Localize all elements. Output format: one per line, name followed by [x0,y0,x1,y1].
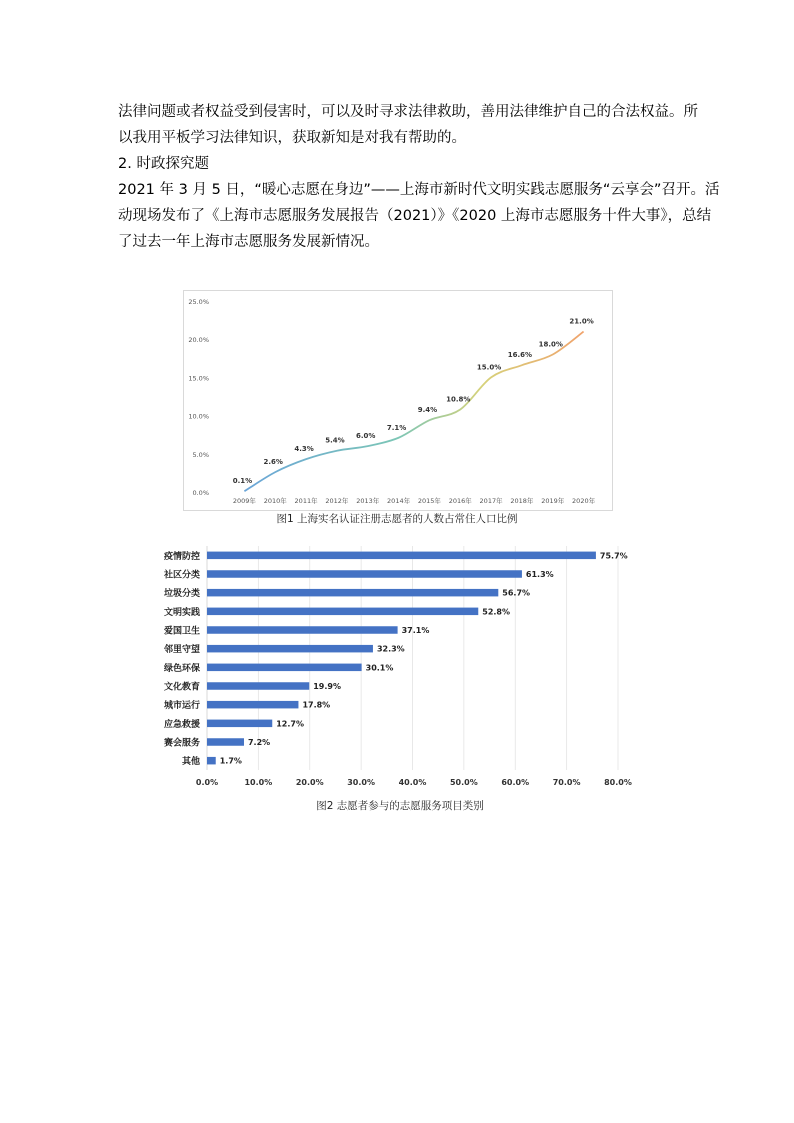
x-tick-label: 80.0% [604,778,632,787]
category-label: 文明实践 [163,607,200,618]
data-label: 5.4% [325,436,345,445]
x-tick-label: 2015年 [417,497,441,505]
data-label: 61.3% [525,570,554,579]
bar [207,589,498,597]
data-label: 2.6% [263,458,283,467]
paragraph-line: 法律问题或者权益受到侵害时，可以及时寻求法律救助，善用法律维护自己的合法权益。所 [118,104,698,120]
x-tick-label: 2012年 [325,497,349,505]
bar [207,738,244,746]
data-label: 32.3% [376,644,405,654]
y-tick-label: 20.0% [188,336,209,345]
x-tick-label: 0.0% [195,778,219,787]
y-tick-label: 5.0% [192,450,209,459]
category-label: 应急救援 [163,719,200,730]
x-tick-label: 2016年 [448,497,472,505]
x-tick-label: 50.0% [449,778,478,787]
y-tick-label: 15.0% [188,374,209,383]
x-tick-label: 2011年 [294,497,318,505]
category-label: 邻里守望 [163,645,200,656]
data-label: 7.2% [247,738,271,747]
bar [207,608,478,616]
bar [207,552,596,560]
data-label: 7.1% [386,423,407,432]
section-heading: 2. 时政探究题 [118,156,209,172]
category-label: 城市运行 [163,701,200,712]
category-label: 垃圾分类 [163,589,200,600]
data-label: 17.8% [302,700,331,710]
data-label: 21.0% [569,317,594,326]
figure1-caption: 图1 上海实名认证注册志愿者的人数占常住人口比例 [276,513,518,525]
x-tick-label: 2010年 [263,497,287,505]
x-tick-label: 60.0% [501,778,530,787]
paragraph-line: 以我用平板学习法律知识，获取新知是对我有帮助的。 [118,130,466,146]
intro-paragraph [118,99,720,255]
bar [207,645,373,653]
x-tick-label: 2019年 [541,497,565,505]
data-label: 18.0% [538,340,563,349]
bar [207,757,216,765]
x-tick-label: 2014年 [387,497,411,505]
data-label: 12.7% [276,719,305,729]
category-label: 爱国卫生 [163,626,200,637]
data-label: 30.1% [365,663,394,673]
figure1-chart-frame [183,290,613,511]
data-label: 19.9% [313,682,342,691]
x-tick-label: 2017年 [479,497,503,505]
bar [207,701,298,709]
data-label: 9.4% [417,406,438,415]
category-label: 文化教育 [163,682,200,693]
x-tick-label: 2018年 [510,497,534,505]
x-tick-label: 2020年 [572,497,596,505]
data-label: 56.7% [502,588,531,598]
x-tick-label: 2009年 [232,497,256,505]
category-label: 绿色环保 [163,663,200,674]
bar-chart [160,542,640,794]
x-tick-label: 2013年 [356,497,380,505]
data-label: 1.7% [219,756,242,766]
series-line [244,332,583,492]
data-label: 6.0% [356,432,376,441]
category-label: 社区分类 [163,570,200,581]
x-tick-label: 10.0% [244,778,273,787]
paragraph-line: 动现场发布了《上海市志愿服务发展报告（2021）》《2020 上海市志愿服务十件大事》，总结 [118,208,712,224]
data-label: 75.7% [599,551,628,561]
paragraph-line: 了过去一年上海市志愿服务发展新情况。 [118,234,379,250]
data-label: 37.1% [401,626,430,635]
x-tick-label: 30.0% [347,778,376,787]
category-label: 赛会服务 [163,738,200,749]
bar [207,720,272,728]
data-label: 4.3% [294,445,314,454]
data-label: 52.8% [482,607,511,617]
data-label: 16.6% [507,351,533,360]
paragraph-line: 2021 年 3 月 5 日，“暖心志愿在身边”——上海市新时代文明实践志愿服务“云享会”召开。活 [118,182,720,198]
x-tick-label: 20.0% [295,778,324,787]
line-chart [184,291,612,510]
data-label: 10.8% [446,395,471,404]
y-tick-label: 0.0% [192,489,209,497]
category-label: 疫情防控 [163,551,200,562]
y-tick-label: 10.0% [188,412,209,421]
bar [207,682,309,690]
bar [207,664,362,672]
x-tick-label: 40.0% [398,778,427,787]
bar [207,626,398,634]
data-label: 15.0% [476,363,502,372]
y-tick-label: 25.0% [188,298,209,306]
figure2-chart-frame [160,542,640,794]
bar [207,570,522,578]
figure2-caption: 图2 志愿者参与的志愿服务项目类别 [316,800,484,812]
category-label: 其他 [181,757,200,768]
x-tick-label: 70.0% [552,778,581,787]
data-label: 0.1% [232,477,253,486]
